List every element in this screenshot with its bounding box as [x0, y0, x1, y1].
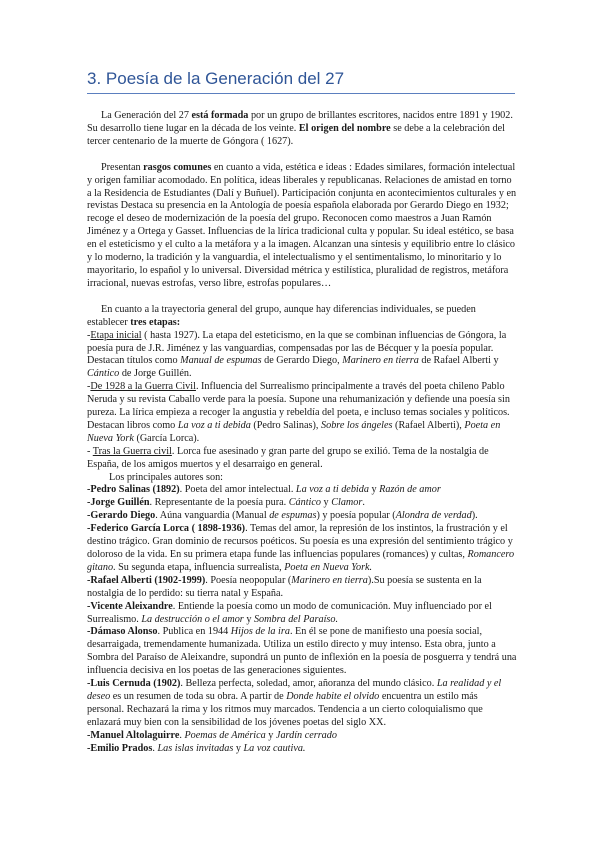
autores-run: Donde habite el olvido	[286, 690, 380, 702]
section-title: 3. Poesía de la Generación del 27	[87, 69, 345, 88]
autores-run: -Federico García Lorca ( 1898-1936)	[87, 523, 246, 535]
paragraph-etapas-intro	[87, 304, 517, 330]
autores-run: y	[368, 484, 380, 496]
autores-run: . Temas del amor, la represión de los instintos, la frustración y el destino trágico. Gran dominio de recursos poéticos. Su poesía es una expresión del sentimiento trágico y doloroso de la vida. En su primera etapa funde las influencias populares (romances) y cultas,	[87, 523, 513, 560]
autores-run: Hijos de la ira	[230, 626, 290, 638]
autores-run: y	[243, 613, 254, 625]
etapas-run: de Rafael Alberti y	[418, 355, 499, 367]
autores-run: ).Su poesía se sustenta en la nostalgia de lo perdido: su tierra natal y España.	[87, 574, 482, 599]
etapas-run: Tras la Guerra civil	[92, 445, 172, 457]
autores-run: . Su segunda etapa, influencia surrealista,	[113, 561, 285, 573]
autores-run: La destrucción o el amor	[141, 613, 244, 625]
autores-run: Jardín cerrado	[275, 729, 337, 741]
autores-run: Cántico	[288, 497, 321, 509]
etapas-run: -	[87, 329, 91, 341]
autores-intro: Los principales autores son:	[109, 471, 224, 483]
text-run: por un grupo de brillantes escritores, nacidos entre 1891 y 1902. Su desarrollo tiene lugar en la década de los veinte.	[87, 110, 513, 134]
etapas-run: . Lorca fue asesinado y gran parte del grupo se exilió. Tema de la nostalgia de España, de los amigos muertos y el desarraigo en general.	[87, 445, 489, 470]
etapas-run: Manual de espumas	[180, 355, 262, 367]
autores-run: La voz a ti debida	[295, 484, 369, 496]
autores-item	[87, 626, 517, 678]
etapas-run: Sobre los ángeles	[321, 419, 393, 431]
autores-run: ) y poesía popular (	[316, 510, 396, 522]
autores-run: y	[233, 742, 244, 754]
autores-item	[87, 743, 517, 756]
etapas-item	[87, 330, 517, 382]
text-run: tres etapas:	[130, 316, 181, 328]
autores-run: -Manuel Altolaguirre	[87, 729, 180, 741]
text-run: La Generación del 27	[101, 110, 192, 121]
autores-run: -Vicente Aleixandre	[87, 600, 173, 612]
autores-item	[87, 497, 517, 510]
autores-run: -Dámaso Alonso	[87, 626, 158, 638]
autores-run: .	[152, 742, 158, 754]
autores-run: La realidad y el deseo	[87, 678, 502, 702]
autores-run: Las islas invitadas	[157, 742, 234, 754]
text-run: Presentan	[101, 161, 144, 173]
autores-run: -Rafael Alberti (1902-1999)	[87, 574, 206, 586]
autores-run: -Pedro Salinas (1892)	[87, 484, 180, 496]
autores-run: . Poeta del amor intelectual.	[179, 484, 296, 496]
autores-run: .	[179, 729, 185, 741]
etapas-run: Marinero en tierra	[342, 355, 419, 367]
autores-run: -Luis Cernuda (1902)	[87, 678, 181, 690]
etapas-run: -	[87, 381, 91, 393]
autores-run: Clamor	[331, 497, 363, 509]
autores-run: . Belleza perfecta, soledad, amor, añoranza del mundo clásico.	[180, 678, 437, 690]
autores-item	[87, 484, 517, 497]
autores-item	[87, 510, 517, 523]
etapas-run: Cántico	[87, 368, 120, 380]
etapas-run: Etapa inicial	[90, 329, 142, 341]
text-run: se debe a la celebración del tercer centenario de la muerte de Góngora ( 1627).	[87, 122, 505, 147]
autores-run: . Poesía neopopular (	[205, 574, 292, 586]
autores-run: Sombra del Paraíso.	[253, 613, 338, 625]
etapas-run: Poeta en Nueva York	[87, 419, 501, 444]
autores-run: Poemas de América	[184, 729, 266, 741]
autores-run: Marinero en tierra	[291, 574, 368, 586]
paragraph-rasgos	[87, 162, 517, 291]
autores-run: .	[362, 497, 365, 509]
autores-run: Poeta en Nueva York.	[284, 561, 373, 573]
autores-item	[87, 601, 517, 627]
etapas-list	[87, 330, 517, 472]
etapas-run: La voz a ti debida	[177, 419, 251, 431]
autores-item	[87, 575, 517, 601]
autores-run: Romancero gitano	[87, 549, 515, 573]
autores-run: y	[265, 729, 276, 741]
etapas-run: de Jorge Guillén.	[119, 368, 192, 380]
autores-item	[87, 523, 517, 575]
autores-run: Razón de amor	[379, 484, 441, 496]
etapas-item	[87, 446, 517, 472]
document-body	[87, 110, 517, 756]
autores-run: Alondra de verdad	[395, 510, 472, 522]
etapas-run: . Influencia del Surrealismo principalmente a través del poeta chileno Pablo Neruda y su revista Caballo verde para la poesía. Supone una rehumanización y defiende una poesía sin pureza. La lírica empieza a recoger la angustia y rebeldía del poeta, e incluso temas sociales y políticos. Destacan libros como	[87, 381, 510, 431]
autores-list	[87, 484, 517, 755]
autores-run: y	[321, 497, 332, 509]
title-underline	[87, 93, 515, 94]
etapas-run: de Gerardo Diego,	[261, 355, 343, 367]
autores-run: . Aúna vanguardia (Manual	[155, 510, 270, 522]
etapas-item	[87, 381, 517, 446]
autores-run: encuentra un estilo más personal. Rechazará la rima y los ritmos muy marcados. Tendencia a un cierto coloquialismo que enlazará muy bien con la sensibilidad de los jóvenes poetas del siglo XX.	[87, 690, 483, 728]
text-run: está formada	[191, 110, 249, 121]
etapas-run: ( hasta 1927). La etapa del esteticismo, en la que se combinan influencias de Góngora, la poesía pura de J.R. Jiménez y las vanguardias, compensadas por las de Bécquer y la poesía popular. Destacan títulos como	[87, 329, 507, 367]
text-run: rasgos comunes	[143, 161, 212, 173]
autores-run: es un resumen de toda su obra. A partir de	[110, 690, 287, 702]
autores-run: La voz cautiva.	[243, 742, 306, 754]
autores-item	[87, 678, 517, 730]
text-run: El origen del nombre	[298, 122, 391, 134]
etapas-run: (Pedro Salinas),	[250, 419, 321, 431]
paragraph-intro	[87, 110, 517, 149]
autores-item	[87, 730, 517, 743]
autores-run: -Gerardo Diego	[87, 510, 156, 522]
autores-run: -Emilio Prados	[87, 742, 153, 754]
autores-run: . Representante de la poesía pura.	[149, 497, 289, 509]
etapas-run: (García Lorca).	[133, 432, 200, 444]
etapas-run: De 1928 a la Guerra Civil	[90, 381, 196, 393]
autores-run: . Publica en 1944	[157, 626, 231, 638]
etapas-run: -	[87, 445, 93, 457]
autores-run: -Jorge Guillén	[87, 497, 150, 509]
autores-run: . Entiende la poesía como un modo de comunicación. Muy influenciado por el Surrealismo.	[87, 600, 492, 625]
text-run: En cuanto a la trayectoria general del grupo, aunque hay diferencias individuales, se pueden establecer	[87, 303, 476, 328]
etapas-run: (Rafael Alberti),	[392, 419, 465, 431]
autores-run: . En él se pone de manifiesto una poesía social, desarraigada, tremendamente humanizada. Utiliza un estilo directo y muy intenso. Esta obra, junto a Sombra del Paraíso de Aleixandre, supondrá un punto de inflexión en la poesía de posguerra y tendrá una influencia decisiva en los poetas de las generaciones siguientes.	[87, 626, 517, 677]
autores-run: de espumas	[269, 510, 317, 522]
autores-run: ).	[471, 510, 478, 522]
text-run: en cuanto a vida, estética e ideas : Edades similares, formación intelectual y origen familiar acomodado. En política, ideas liberales y republicanas. Relaciones de amistad en torno a la Residencia de Estudiantes (Dalí y Buñuel). Participación conjunta en acontecimientos culturales y en revistas Destaca su presencia en la Antología de poesía española elaborada por Gerardo Diego en 1932; recoge el deseo de modernización de la poesía del grupo. Reconocen como maestros a Juan Ramón Jiménez y a Ortega y Gasset. Influencias de la lírica tradicional culta y popular. Su ideal estético, se basa en el esteticismo y el culto a la metáfora y a la imagen. Alcanzan una síntesis y equilibrio entre lo clásico y lo moderno, la tradición y la vanguardia, el intelectualismo y el sentimentalismo, lo minoritario y lo mayoritario, lo español y lo universal. Diversidad métrica y estilística, pluralidad de registros, metáfora irracional, nuevas estrofas, verso libre, estrofas populares…	[87, 161, 517, 289]
